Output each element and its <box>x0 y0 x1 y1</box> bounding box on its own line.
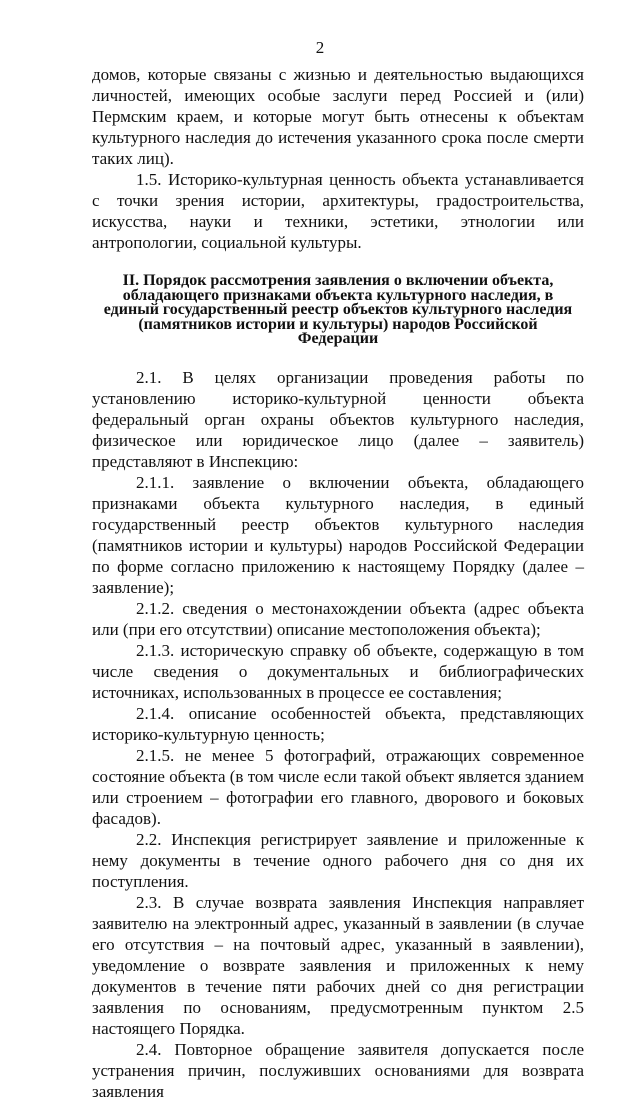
document-body <box>92 64 584 1102</box>
paragraph-1-5: 1.5. Историко-культурная ценность объекта устанавливается с точки зрения истории, архитектуры, градостроительства, искусства, науки и техники, эстетики, этнологии или антропологии, социальной культуры. <box>92 170 584 252</box>
paragraph-2-4: 2.4. Повторное обращение заявителя допускается после устранения причин, послуживших основаниями для возврата заявления <box>92 1039 584 1101</box>
paragraph-2-3: 2.3. В случае возврата заявления Инспекция направляет заявителю на электронный адрес, указанный в заявлении (в случае его отсутствия – на почтовый адрес, указанный в заявлении), уведомление о возврате заявления и приложенных к нему документов в течение пяти рабочих дней со дня регистрации заявления по основаниям, предусмотренным пунктом 2.5 настоящего Порядка. <box>92 892 584 1038</box>
page-number: 2 <box>315 38 325 57</box>
paragraph-2-1-2: 2.1.2. сведения о местонахождении объекта (адрес объекта или (при его отсутствии) описание местоположения объекта); <box>92 598 584 639</box>
paragraph-2-1-3: 2.1.3. историческую справку об объекте, содержащую в том числе сведения о документальных и библиографических источниках, использованных в процессе ее составления; <box>92 640 584 702</box>
paragraph-continuation: домов, которые связаны с жизнью и деятельностью выдающихся личностей, имеющих особые заслуги перед Россией и (или) Пермским краем, и которые могут быть отнесены к объектам культурного наследия до истечения указанного срока после смерти таких лиц). <box>92 65 584 168</box>
paragraph-2-2: 2.2. Инспекция регистрирует заявление и приложенные к нему документы в течение одного рабочего дня со дня их поступления. <box>92 829 584 891</box>
paragraph-2-1-1: 2.1.1. заявление о включении объекта, обладающего признаками объекта культурного наследия, в единый государственный реестр объектов культурного наследия (памятников истории и культуры) народов Российской Федерации по форме согласно приложению к настоящему Порядку (далее – заявление); <box>92 472 584 597</box>
paragraph-2-1-4: 2.1.4. описание особенностей объекта, представляющих историко-культурную ценность; <box>92 703 584 744</box>
paragraph-2-1: 2.1. В целях организации проведения работы по установлению историко-культурной ценности объекта федеральный орган охраны объектов культурного наследия, физическое или юридическое лицо (далее – заявитель) представляют в Инспекцию: <box>92 367 584 471</box>
section-heading: II. Порядок рассмотрения заявления о включении объекта, обладающего признаками объекта культурного наследия, в единый государственный реестр объектов культурного наследия (памятников истории и культуры) народов Российской Федерации <box>103 272 573 347</box>
paragraph-2-1-5: 2.1.5. не менее 5 фотографий, отражающих современное состояние объекта (в том числе если такой объект является зданием или строением – фотографии его главного, дворового и боковых фасадов). <box>92 745 584 828</box>
